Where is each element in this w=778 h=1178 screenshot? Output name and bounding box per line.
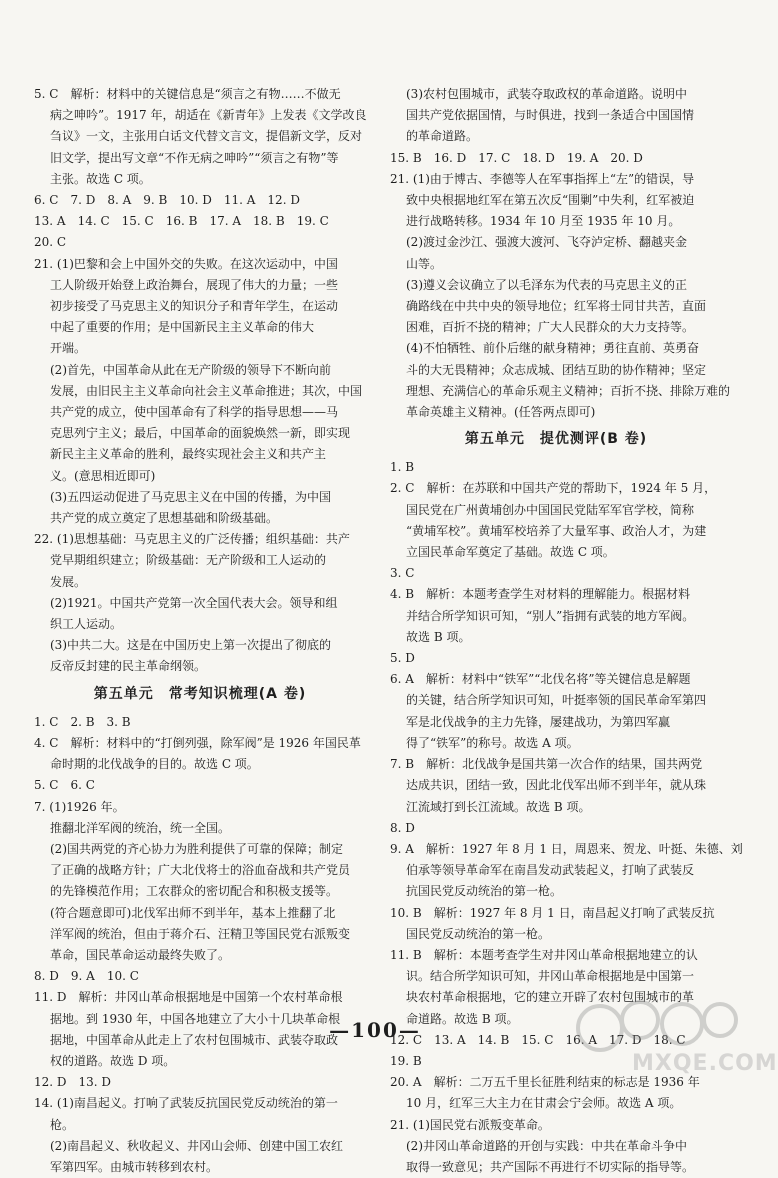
answer-line: 4. C 解析：材料中的“打倒列强，除军阀”是 1926 年国民革: [34, 735, 361, 750]
answer-line: 克思列宁主义；最后，中国革命的面貌焕然一新，即实现: [50, 426, 351, 441]
answer-line: 中起了重要的作用；是中国新民主主义革命的伟大: [50, 320, 315, 335]
answer-line: 主张。故选 C 项。: [50, 171, 151, 186]
answer-line: 抗国民党反动统治的第一枪。: [406, 884, 563, 899]
watermark-text: MXQE.COM: [632, 1051, 778, 1076]
answer-line: 党早期组织建立；阶级基础：无产阶级和工人运动的: [50, 553, 327, 568]
answer-line: 6. A 解析：材料中“铁军”“北伐名将”等关键信息是解题: [390, 672, 691, 687]
answer-line: 21. (1)巴黎和会上中国外交的失败。在这次运动中，中国: [34, 256, 338, 271]
answer-line: 理想、充满信心的革命乐观主义精神；百折不挠、排除万难的: [406, 383, 731, 398]
answer-line: 国民党在广州黄埔创办中国国民党陆军军官学校，简称: [406, 502, 695, 517]
answer-line: 据地，中国革命从此走上了农村包围城市、武装夺取政: [50, 1032, 339, 1047]
answer-line: 发展。: [50, 574, 87, 589]
answer-line: 革命，国民革命运动最终失败了。: [50, 947, 231, 962]
answer-line: 革命英雄主义精神。(任答两点即可): [406, 405, 596, 420]
answer-line: 共产党的成立，使中国革命有了科学的指导思想——马: [50, 405, 339, 420]
answer-line: 开端。: [50, 341, 87, 356]
answer-line: 8. D: [390, 820, 415, 835]
answer-line: 21. (1)国民党右派叛变革命。: [390, 1117, 550, 1132]
answer-line: 5. C 解析：材料中的关键信息是“须言之有物……不做无: [34, 87, 341, 101]
answer-line: (2)南昌起义、秋收起义、井冈山会师、创建中国工农红: [50, 1138, 344, 1153]
answer-line: 5. C 6. C: [34, 778, 95, 793]
answer-line: 初步接受了马克思主义的知识分子和青年学生，在运动: [50, 299, 339, 314]
answer-line: (3)五四运动促进了马克思主义在中国的传播，为中国: [50, 489, 332, 504]
answer-line: 江流域打到长江流域。故选 B 项。: [406, 799, 591, 814]
answer-line: 国民党反动统治的第一枪。: [406, 926, 551, 941]
answer-line: 了正确的战略方针；广大北伐将士的浴血奋战和共产党员: [50, 863, 351, 878]
answer-line: 11. B 解析：本题考查学生对井冈山革命根据地建立的认: [390, 947, 698, 962]
answer-line: 军是北伐战争的主力先锋，屡建战功，为第四军赢: [406, 714, 671, 729]
answer-line: 11. D 解析：井冈山革命根据地是中国第一个农村革命根: [34, 990, 343, 1005]
answer-line: 新民主主义革命的胜利，最终实现社会主义和共产主: [50, 447, 327, 462]
answer-line: (3)农村包围城市，武装夺取政权的革命道路。说明中: [406, 87, 688, 101]
answer-line: 9. A 解析：1927 年 8 月 1 日，周恩来、贺龙、叶挺、朱德、刘: [390, 841, 743, 856]
answer-line: (符合题意即可)北伐军出师不到半年，基本上推翻了北: [50, 905, 336, 920]
answer-line: 斗的大无畏精神；众志成城、团结互助的协作精神；坚定: [406, 362, 707, 377]
answer-line: 命时期的北伐战争的目的。故选 C 项。: [50, 757, 259, 772]
answer-line: 进行战略转移。1934 年 10 月至 1935 年 10 月。: [406, 214, 681, 229]
answer-line: “黄埔军校”。黄埔军校培养了大量军事、政治人才，为建: [406, 523, 707, 538]
answer-line: 6. C 7. D 8. A 9. B 10. D 11. A 12. D: [34, 193, 300, 208]
answer-line: 14. (1)南昌起义。打响了武装反抗国民党反动统治的第一: [34, 1096, 338, 1111]
answer-line: 困难，百折不挠的精神；广大人民群众的大力支持等。: [406, 320, 695, 335]
left-column: [34, 84, 366, 1178]
answer-line: 权的道路。故选 D 项。: [50, 1053, 176, 1068]
answer-line: (3)中共二大。这是在中国历史上第一次提出了彻底的: [50, 638, 332, 653]
answer-line: 3. C: [390, 566, 415, 581]
answer-line: 7. (1)1926 年。: [34, 799, 125, 814]
answer-line: (2)国共两党的齐心协力为胜利提供了可靠的保障；制定: [50, 841, 344, 856]
answer-line: 20. A 解析：二万五千里长征胜利结束的标志是 1936 年: [390, 1075, 700, 1090]
answer-line: 的先锋模范作用；工农群众的密切配合和积极支援等。: [50, 884, 339, 899]
answer-line: 义。(意思相近即可): [50, 468, 156, 483]
answer-line: 病之呻吟”。1917 年，胡适在《新青年》上发表《文学改良: [50, 108, 367, 123]
answer-line: 枪。: [50, 1117, 75, 1132]
answer-line: (2)井冈山革命道路的开创与实践：中共在革命斗争中: [406, 1138, 688, 1153]
answer-line: 伯承等领导革命军在南昌发动武装起义，打响了武装反: [406, 863, 695, 878]
answer-line: 故选 B 项。: [406, 629, 471, 644]
answer-line: 织工人运动。: [50, 617, 123, 632]
answer-line: 确路线在中共中央的领导地位；红军将士同甘共苦，直面: [406, 299, 707, 314]
answer-line: 识。结合所学知识可知，井冈山革命根据地是中国第一: [406, 969, 695, 984]
section-heading: 第五单元 常考知识梳理(A 卷): [93, 685, 307, 702]
answer-line: 旧文学，提出写文章“不作无病之呻吟”“须言之有物”等: [50, 150, 339, 165]
answer-line: 的革命道路。: [406, 129, 479, 144]
answer-line: 推翻北洋军阀的统治，统一全国。: [50, 820, 231, 835]
answer-line: 块农村革命根据地，它的建立开辟了农村包围城市的革: [406, 990, 695, 1005]
answer-line: 命道路。故选 B 项。: [406, 1011, 519, 1026]
answer-line: 的关键，结合所学知识可知，叶挺率领的国民革命军第四: [406, 693, 707, 708]
answer-line: 国共产党依据国情，与时俱进，找到一条适合中国国情: [406, 108, 695, 123]
answer-line: 刍议》一文，主张用白话文代替文言文，提倡新文学，反对: [50, 129, 363, 144]
answer-line: 反帝反封建的民主革命纲领。: [50, 659, 207, 674]
answer-line: 2. C 解析：在苏联和中国共产党的帮助下，1924 年 5 月，: [390, 481, 717, 496]
answer-line: 发展，由旧民主主义革命向社会主义革命推进；其次，中国: [50, 383, 363, 398]
answer-line: 取得一致意见；共产国际不再进行不切实际的指导等。: [406, 1159, 695, 1174]
answer-line: 10. B 解析：1927 年 8 月 1 日，南昌起义打响了武装反抗: [390, 905, 715, 920]
answer-line: 洋军阀的统治，但由于蒋介石、汪精卫等国民党右派叛变: [50, 926, 351, 941]
answer-line: 12. C 13. A 14. B 15. C 16. A 17. D 18. C: [390, 1032, 686, 1047]
answer-line: (4)不怕牺牲、前仆后继的献身精神；勇往直前、英勇奋: [406, 341, 700, 356]
answer-line: (2)渡过金沙江、强渡大渡河、飞夺泸定桥、翻越夹金: [406, 235, 688, 250]
answer-line: 立国民革命军奠定了基础。故选 C 项。: [406, 545, 615, 560]
answer-line: 20. C: [34, 235, 67, 250]
answer-line: 10 月，红军三大主力在甘肃会宁会师。故选 A 项。: [406, 1096, 682, 1111]
answer-line: 21. (1)由于博古、李德等人在军事指挥上“左”的错误，导: [390, 171, 695, 186]
answer-line: 共产党的成立奠定了思想基础和阶级基础。: [50, 511, 279, 526]
answer-line: 13. A 14. C 15. C 16. B 17. A 18. B 19. C: [34, 214, 329, 229]
answer-line: 5. D: [390, 651, 415, 666]
answer-line: 19. B: [390, 1053, 422, 1068]
answer-line: 7. B 解析：北伐战争是国共第一次合作的结果，国共两党: [390, 757, 703, 772]
answer-line: 得了“铁军”的称号。故选 A 项。: [406, 735, 579, 750]
answer-line: 8. D 9. A 10. C: [34, 969, 139, 984]
answer-line: 15. B 16. D 17. C 18. D 19. A 20. D: [390, 150, 643, 165]
answer-line: 军第四军。由城市转移到农村。: [50, 1159, 219, 1174]
answer-line: 山等。: [406, 256, 443, 271]
answer-line: (2)1921。中国共产党第一次全国代表大会。领导和组: [50, 595, 338, 610]
answer-line: 12. D 13. D: [34, 1075, 112, 1090]
answer-line: (2)首先，中国革命从此在无产阶级的领导下不断向前: [50, 362, 332, 377]
answer-line: 据地。到 1930 年，中国各地建立了大小十几块革命根: [50, 1011, 341, 1026]
answer-line: 1. B: [390, 460, 415, 475]
answer-line: 致中央根据地红军在第五次反“围剿”中失利，红军被迫: [406, 193, 695, 208]
section-heading: 第五单元 提优测评(B 卷): [464, 431, 648, 448]
answer-line: 并结合所学知识可知，“别人”指拥有武装的地方军阀。: [406, 608, 695, 623]
answer-line: 工人阶级开始登上政治舞台，展现了伟大的力量；一些: [50, 277, 339, 292]
page-number: —100—: [329, 1018, 421, 1042]
answer-line: (3)遵义会议确立了以毛泽东为代表的马克思主义的正: [406, 277, 688, 292]
answer-line: 4. B 解析：本题考查学生对材料的理解能力。根据材料: [390, 587, 691, 602]
answer-line: 1. C 2. B 3. B: [34, 714, 131, 729]
answer-line: 22. (1)思想基础：马克思主义的广泛传播；组织基础：共产: [34, 532, 350, 547]
watermark: [570, 990, 778, 1078]
answer-line: 达成共识，团结一致，因此北伐军出师不到半年，就从珠: [406, 778, 707, 793]
